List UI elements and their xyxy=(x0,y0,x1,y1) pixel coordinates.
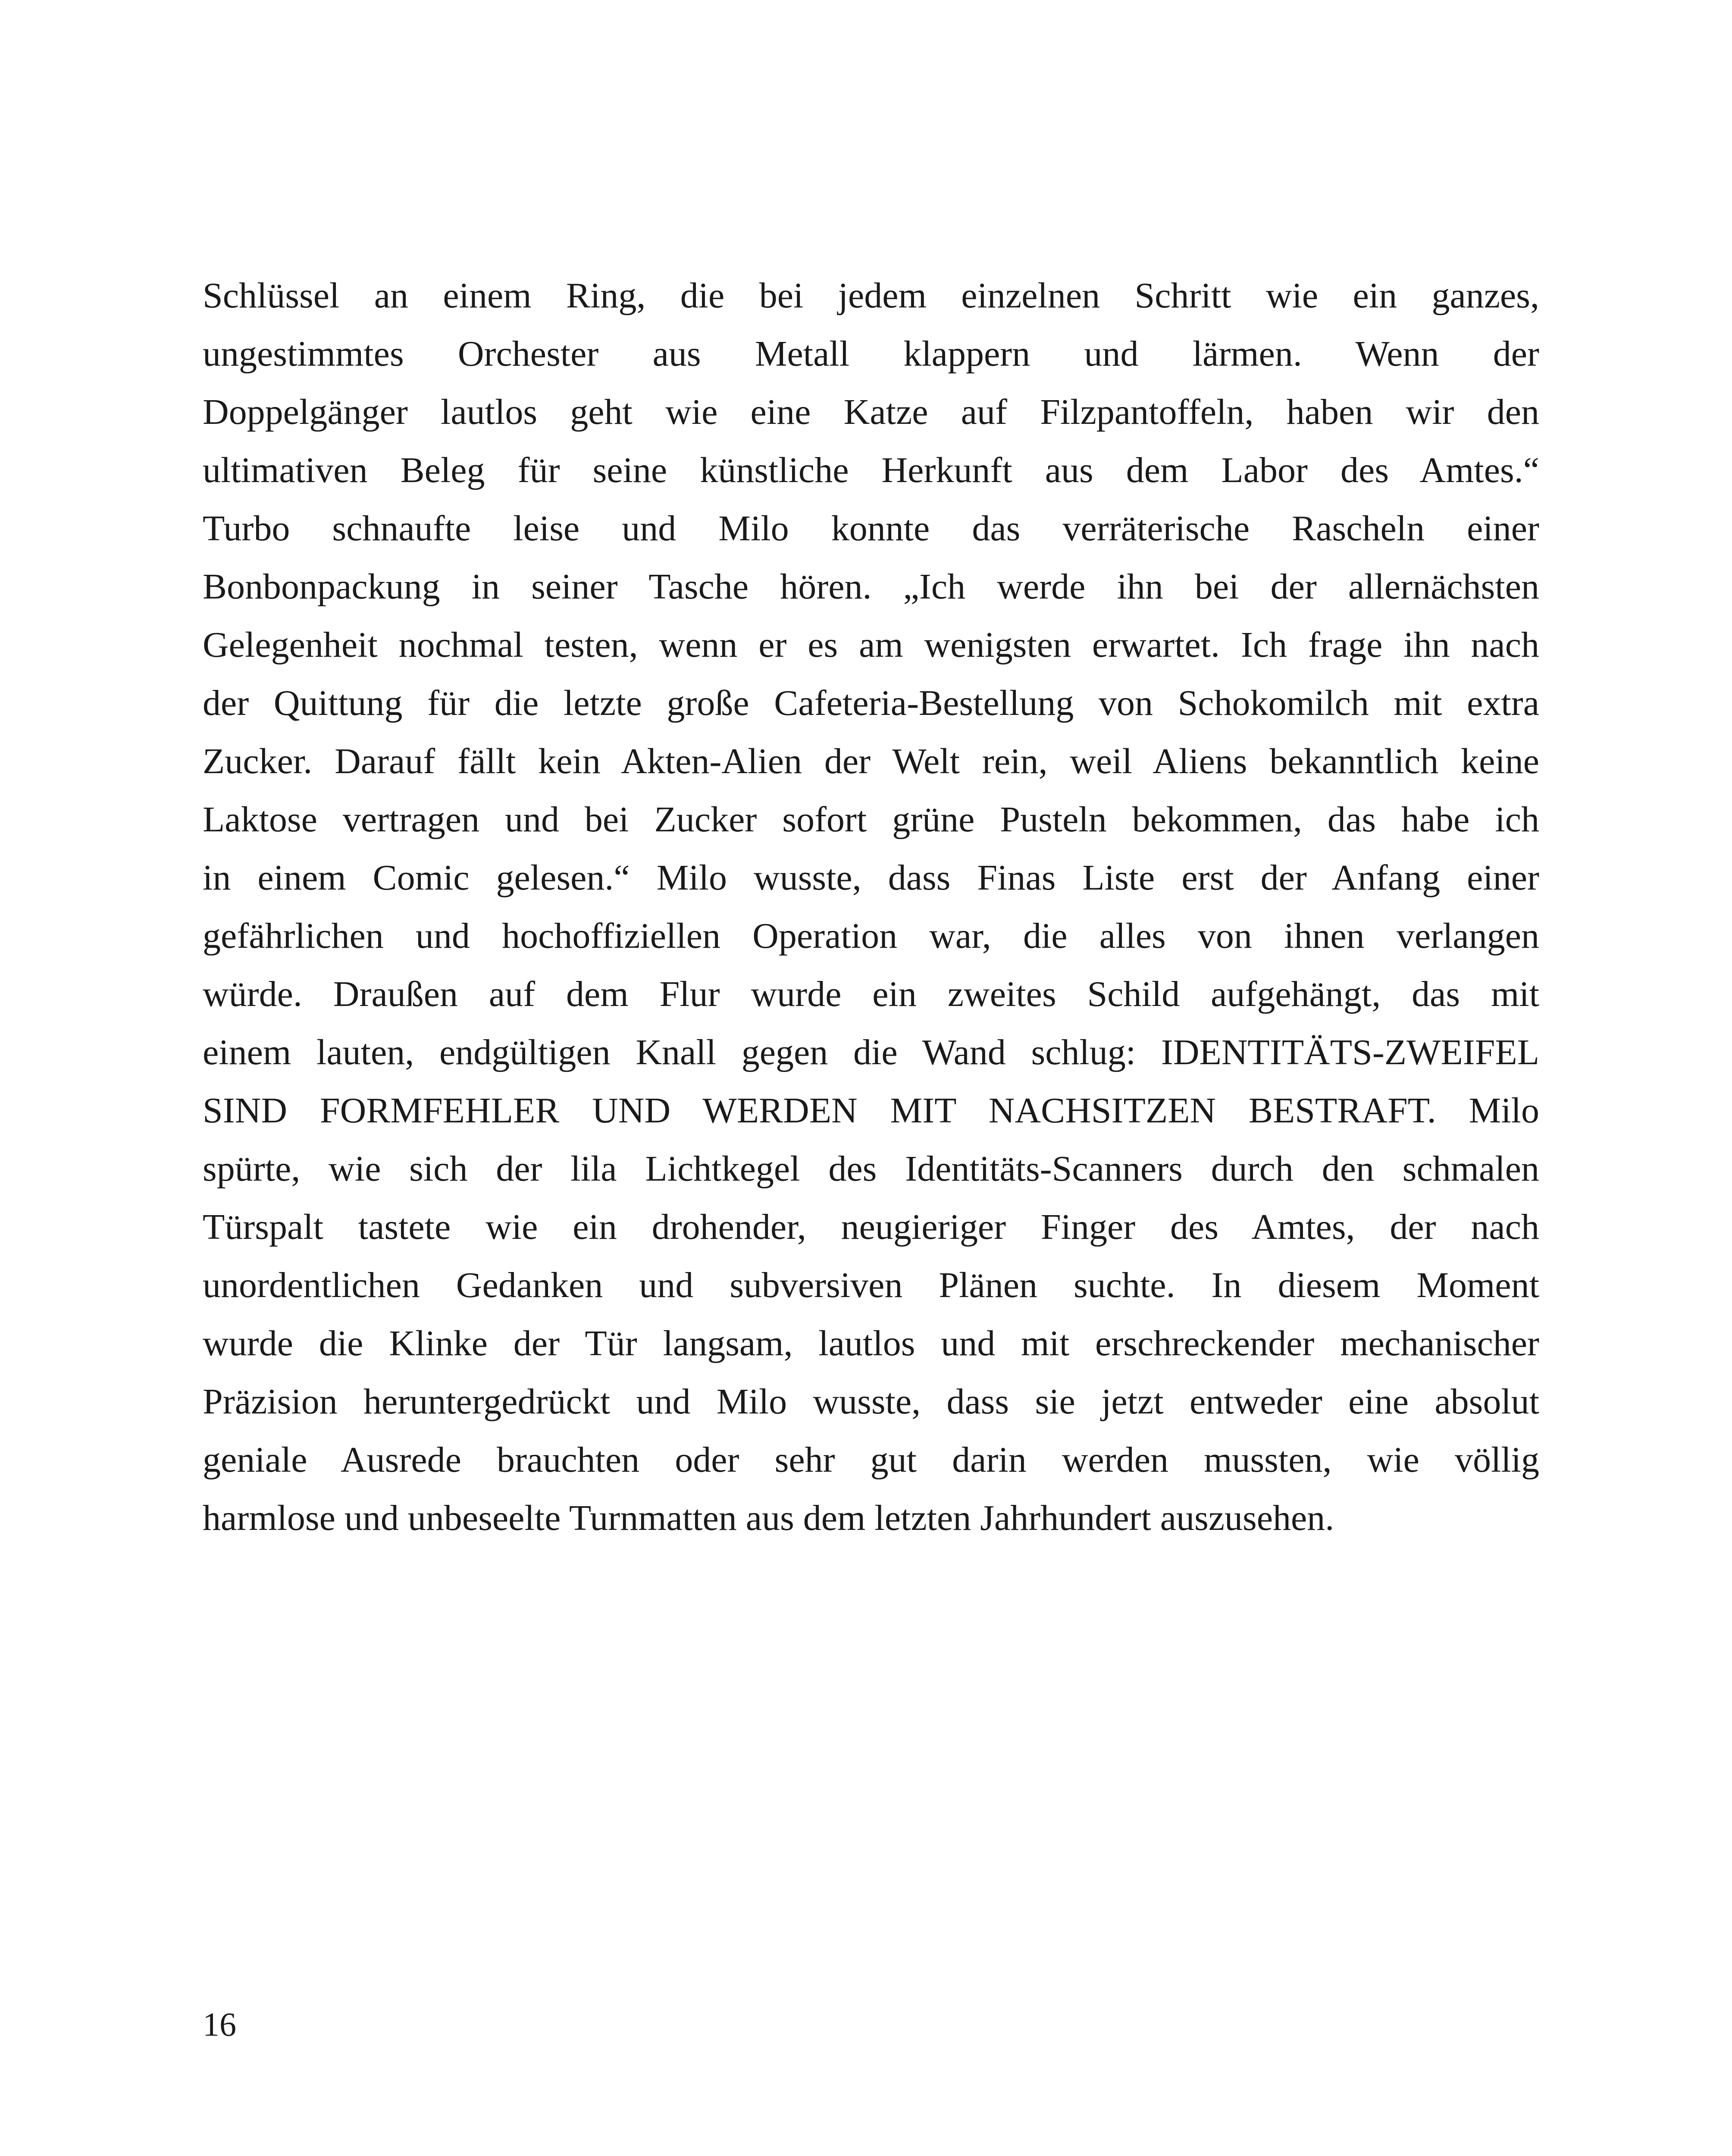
body-paragraph xyxy=(203,266,1539,1547)
text-line: spürte, wie sich der lila Lichtkegel des Identitäts-Scanners durch den schmalen xyxy=(203,1149,1539,1189)
text-line: in einem Comic gelesen.“ Milo wusste, dass Finas Liste erst der Anfang einer xyxy=(203,858,1539,898)
text-line-last: harmlose und unbeseelte Turnmatten aus dem letzten Jahrhundert auszusehen. xyxy=(203,1498,1334,1538)
text-line: würde. Draußen auf dem Flur wurde ein zweites Schild aufgehängt, das mit xyxy=(203,974,1539,1014)
text-line: Gelegenheit nochmal testen, wenn er es am wenigsten erwartet. Ich frage ihn nach xyxy=(203,625,1539,665)
text-line: SIND FORMFEHLER UND WERDEN MIT NACHSITZEN BESTRAFT. Milo xyxy=(203,1091,1539,1131)
text-line: Bonbonpackung in seiner Tasche hören. „Ich werde ihn bei der allernächsten xyxy=(203,567,1539,607)
text-line: gefährlichen und hochoffiziellen Operation war, die alles von ihnen verlangen xyxy=(203,916,1539,956)
text-line: Turbo schnaufte leise und Milo konnte das verräterische Rascheln einer xyxy=(203,508,1539,548)
text-line: Zucker. Darauf fällt kein Akten-Alien der Welt rein, weil Aliens bekanntlich keine xyxy=(203,741,1539,781)
text-line: geniale Ausrede brauchten oder sehr gut darin werden mussten, wie völlig xyxy=(203,1440,1539,1480)
text-line: unordentlichen Gedanken und subversiven Plänen suchte. In diesem Moment xyxy=(203,1265,1539,1305)
text-line: Doppelgänger lautlos geht wie eine Katze auf Filzpantoffeln, haben wir den xyxy=(203,392,1539,432)
page-number: 16 xyxy=(203,2006,236,2043)
text-line: Türspalt tastete wie ein drohender, neugieriger Finger des Amtes, der nach xyxy=(203,1207,1539,1247)
text-line: Präzision heruntergedrückt und Milo wusste, dass sie jetzt entweder eine absolut xyxy=(203,1382,1539,1422)
text-line: der Quittung für die letzte große Cafeteria-Bestellung von Schokomilch mit extra xyxy=(203,683,1539,723)
text-line: einem lauten, endgültigen Knall gegen die Wand schlug: IDENTITÄTS-ZWEIFEL xyxy=(203,1032,1539,1072)
text-line: ungestimmtes Orchester aus Metall klappern und lärmen. Wenn der xyxy=(203,334,1539,374)
text-line: ultimativen Beleg für seine künstliche Herkunft aus dem Labor des Amtes.“ xyxy=(203,450,1539,490)
text-line: Laktose vertragen und bei Zucker sofort grüne Pusteln bekommen, das habe ich xyxy=(203,799,1539,840)
text-line: Schlüssel an einem Ring, die bei jedem einzelnen Schritt wie ein ganzes, xyxy=(203,276,1539,316)
text-line: wurde die Klinke der Tür langsam, lautlos und mit erschreckender mechanischer xyxy=(203,1323,1539,1363)
